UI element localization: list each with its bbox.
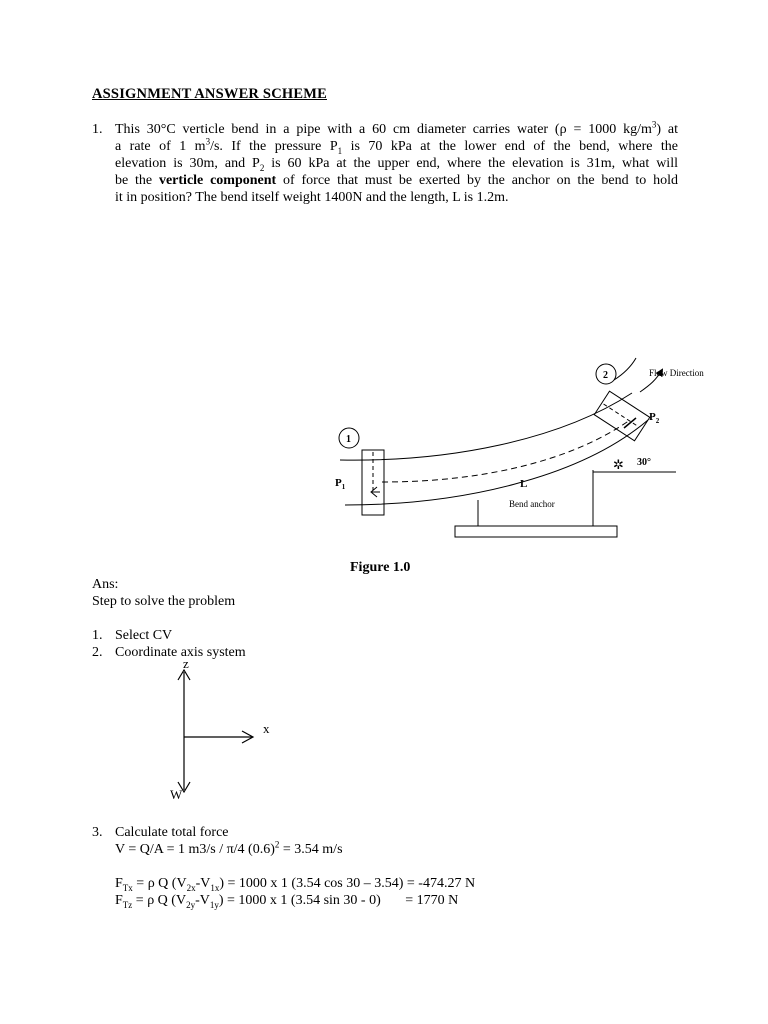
question-number: 1. (92, 122, 103, 137)
ftx-equation: $F_{Tx} = \rho$ Q $(V_{2x}-V_{1x}) = 1000$ x 1 (3.54 cos 30 – 3.54) = -474.27 N (115, 876, 476, 893)
question-line-2: a rate of 1 $m^3/s$. If the pressure $P_1$ is 70 kPa at the lower end of the bend, where the (115, 136, 679, 156)
x-axis-label: x (263, 721, 270, 736)
pressure-p2-label: $P_2$ (649, 411, 660, 425)
ans-label: Ans: (92, 577, 119, 592)
weight-label: W (170, 787, 183, 802)
question-1 (92, 121, 678, 206)
flow-direction-label: Flow Direction (649, 368, 704, 378)
z-axis-label: z (183, 658, 189, 671)
velocity-equation: V = Q/A = 1 m3/s / π/4 $(0.6)^2 = 3.54$ m/s (115, 839, 343, 857)
pressure-p1-label: $P_1$ (335, 477, 346, 491)
bend-anchor-label: Bend anchor (509, 499, 555, 509)
document-title: ASSIGNMENT ANSWER SCHEME (92, 86, 327, 102)
question-line-5: it in position? The bend itself weight 1400N and the length, L is 1.2m. (115, 190, 509, 205)
question-line-3: elevation is 30m, and $P_2$ is 60 kPa at the upper end, where the elevation is 31m, what will (115, 156, 678, 173)
step-3: 3. Calculate total force (92, 825, 229, 840)
step-1: 1. Select CV (92, 628, 173, 643)
pipe-bend-figure (320, 355, 730, 545)
section-2-label: 2 (603, 370, 608, 381)
ftz-equation: $F_{Tz} = \rho$ Q $(V_{2y}-V_{1y}) = 1000$ x 1 (3.54 sin 30 - 0) = 1770 N (115, 893, 459, 910)
ans-intro: Step to solve the problem (92, 594, 236, 609)
pipe-lower-wall (345, 420, 648, 505)
angle-label: 30° (637, 457, 651, 468)
coordinate-axis-diagram (165, 658, 285, 804)
question-line-4: be the verticle component of force that must be exerted by the anchor on the bend to hold (115, 173, 678, 188)
step-2: 2. Coordinate axis system (92, 645, 246, 660)
question-line-1: This 30°C verticle bend in a pipe with a 60 cm diameter carries water (ρ = 1000 $kg/m^3$) at (115, 119, 678, 137)
length-label: L (520, 478, 528, 490)
anchor-base (455, 526, 617, 537)
pipe-outer-top (614, 358, 636, 380)
section-1-label: 1 (346, 434, 351, 445)
angle-marker-icon: ✲ (613, 458, 624, 473)
figure-caption: Figure 1.0 (350, 560, 411, 575)
